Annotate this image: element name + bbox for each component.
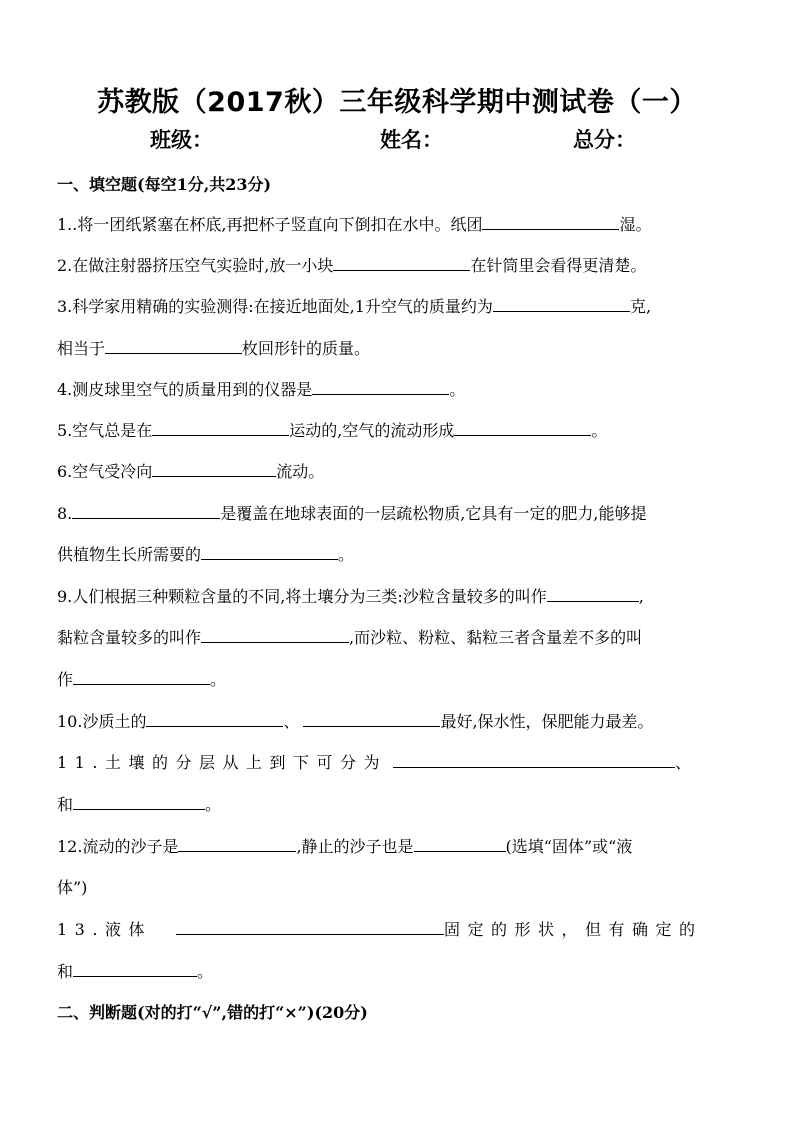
question-6-tail: 流动。 <box>276 462 325 481</box>
question-13-text: 13.液体 <box>57 920 152 939</box>
class-label: 班级： <box>150 128 213 152</box>
question-12 <box>57 834 632 857</box>
question-10-text: 10.沙质土的 <box>57 712 147 731</box>
question-10-sep: 、 <box>283 712 300 731</box>
answer-blank[interactable] <box>105 337 242 354</box>
answer-blank[interactable] <box>493 295 630 312</box>
question-13-text-2: 固定的形状，但有确定的 <box>443 920 703 939</box>
question-11 <box>57 750 691 773</box>
question-11-tail: 。 <box>205 795 222 814</box>
answer-blank[interactable] <box>333 254 470 271</box>
question-11-text: 11.土壤的分层从上到下可分为 <box>57 753 387 772</box>
question-13 <box>57 917 702 940</box>
question-3-text: 3.科学家用精确的实验测得:在接近地面处,1升空气的质量约为 <box>57 297 493 316</box>
answer-blank[interactable] <box>72 502 220 519</box>
question-8-text-2: 供植物生长所需要的 <box>57 545 202 564</box>
question-13-tail: 。 <box>197 962 214 981</box>
question-9-continued-2 <box>57 667 226 690</box>
question-3 <box>57 294 651 317</box>
answer-blank[interactable] <box>414 835 506 852</box>
section-true-false-heading: 二、判断题(对的打“√”,错的打“×”)(20分) <box>57 1003 368 1022</box>
answer-blank[interactable] <box>73 793 205 810</box>
answer-blank[interactable] <box>152 419 289 436</box>
question-8 <box>57 501 646 524</box>
question-8-number: 8. <box>57 504 73 523</box>
question-3-tail: 克, <box>629 297 652 316</box>
question-4 <box>57 377 465 400</box>
question-9-tail: 。 <box>210 670 227 689</box>
answer-blank[interactable] <box>393 751 675 768</box>
question-1 <box>57 212 651 235</box>
answer-blank[interactable] <box>176 918 444 935</box>
question-5-tail: 。 <box>591 421 608 440</box>
question-4-tail: 。 <box>449 380 466 399</box>
question-12-continued <box>57 875 87 898</box>
question-12-text-2: ,静止的沙子也是 <box>296 837 414 856</box>
question-1-text: 1..将一团纸紧塞在杯底,再把杯子竖直向下倒扣在水中。纸团 <box>57 215 483 234</box>
question-10 <box>57 709 654 732</box>
question-2 <box>57 253 646 276</box>
score-label: 总分： <box>573 128 636 152</box>
question-8-text: 是覆盖在地球表面的一层疏松物质,它具有一定的肥力,能够提 <box>220 504 647 523</box>
answer-blank[interactable] <box>73 960 197 977</box>
question-12-tail: 体”) <box>57 878 88 897</box>
answer-blank[interactable] <box>312 378 449 395</box>
question-5-text: 5.空气总是在 <box>57 421 153 440</box>
question-3-continued <box>57 336 370 359</box>
question-2-text: 2.在做注射器挤压空气实验时,放一小块 <box>57 256 334 275</box>
answer-blank[interactable] <box>201 626 349 643</box>
question-9 <box>57 584 644 607</box>
question-10-tail: 最好,保水性，保肥能力最差。 <box>440 712 654 731</box>
question-6-text: 6.空气受冷向 <box>57 462 153 481</box>
question-2-tail: 在针筒里会看得更清楚。 <box>470 256 647 275</box>
question-8-continued <box>57 542 354 565</box>
question-6 <box>57 459 324 482</box>
answer-blank[interactable] <box>146 710 283 727</box>
answer-blank[interactable] <box>303 710 440 727</box>
question-3-tail-2: 枚回形针的质量。 <box>242 339 371 358</box>
name-label: 姓名： <box>380 128 443 152</box>
question-9-text-3: ,而沙粒、粉粒、黏粒三者含量差不多的叫 <box>349 628 643 647</box>
question-4-text: 4.测皮球里空气的质量用到的仪器是 <box>57 380 313 399</box>
question-11-continued <box>57 792 221 815</box>
question-12-text-3: (选填“固体”或“液 <box>505 837 633 856</box>
answer-blank[interactable] <box>454 419 591 436</box>
question-9-comma: , <box>638 587 644 606</box>
question-9-text-2: 黏粒含量较多的叫作 <box>57 628 202 647</box>
question-13-continued <box>57 959 213 982</box>
question-5-text-2: 运动的,空气的流动形成 <box>289 421 455 440</box>
question-12-text: 12.流动的沙子是 <box>57 837 179 856</box>
question-5 <box>57 418 607 441</box>
question-9-continued <box>57 625 642 648</box>
exam-title: 苏教版（2017秋）三年级科学期中测试卷（一） <box>97 87 697 118</box>
answer-blank[interactable] <box>482 213 619 230</box>
question-11-sep: 、 <box>674 753 691 772</box>
question-1-tail: 湿。 <box>619 215 652 234</box>
answer-blank[interactable] <box>152 460 276 477</box>
answer-blank[interactable] <box>73 668 210 685</box>
question-3-text-2: 相当于 <box>57 339 106 358</box>
question-13-text-3: 和 <box>57 962 74 981</box>
question-9-text-4: 作 <box>57 670 74 689</box>
answer-blank[interactable] <box>178 835 296 852</box>
answer-blank[interactable] <box>201 543 338 560</box>
question-9-text: 9.人们根据三种颗粒含量的不同,将土壤分为三类:沙粒含量较多的叫作 <box>57 587 547 606</box>
answer-blank[interactable] <box>547 585 639 602</box>
question-8-tail: 。 <box>338 545 355 564</box>
question-11-text-2: 和 <box>57 795 74 814</box>
section-fill-blank-heading: 一、填空题(每空1分,共23分) <box>57 175 272 194</box>
